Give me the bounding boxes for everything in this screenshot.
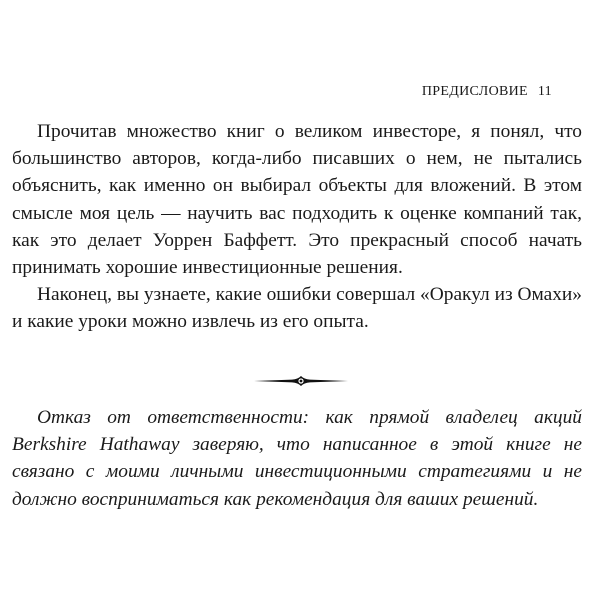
- main-text: [12, 118, 582, 336]
- paragraph: Прочитав множество книг о великом инвесторе, я понял, что большинство авторов, когда-либо писавших о нем, не пытались объяснить, как именно он выбирал объекты для вложений. В этом смысле моя цель — научить вас подходить к оценке компаний так, как это делает Уоррен Баффетт. Это прекрасный способ начать принимать хорошие инвестиционные решения.: [12, 121, 582, 279]
- page-number: 11: [537, 84, 552, 99]
- section-title: ПРЕДИСЛОВИЕ: [421, 84, 528, 99]
- disclaimer: Отказ от ответственности: как прямой владелец акций Berkshire Hathaway заверяю, что написанное в этой книге не связано с моими личными инвестиционными стратегиями и не должно восприниматься как рекомендация для ваших решений.: [12, 407, 582, 510]
- running-head: [422, 84, 552, 100]
- paragraph: Наконец, вы узнаете, какие ошибки совершал «Оракул из Омахи» и какие уроки можно извлечь из его опыта.: [12, 284, 582, 333]
- ornamental-divider-icon: [254, 374, 348, 388]
